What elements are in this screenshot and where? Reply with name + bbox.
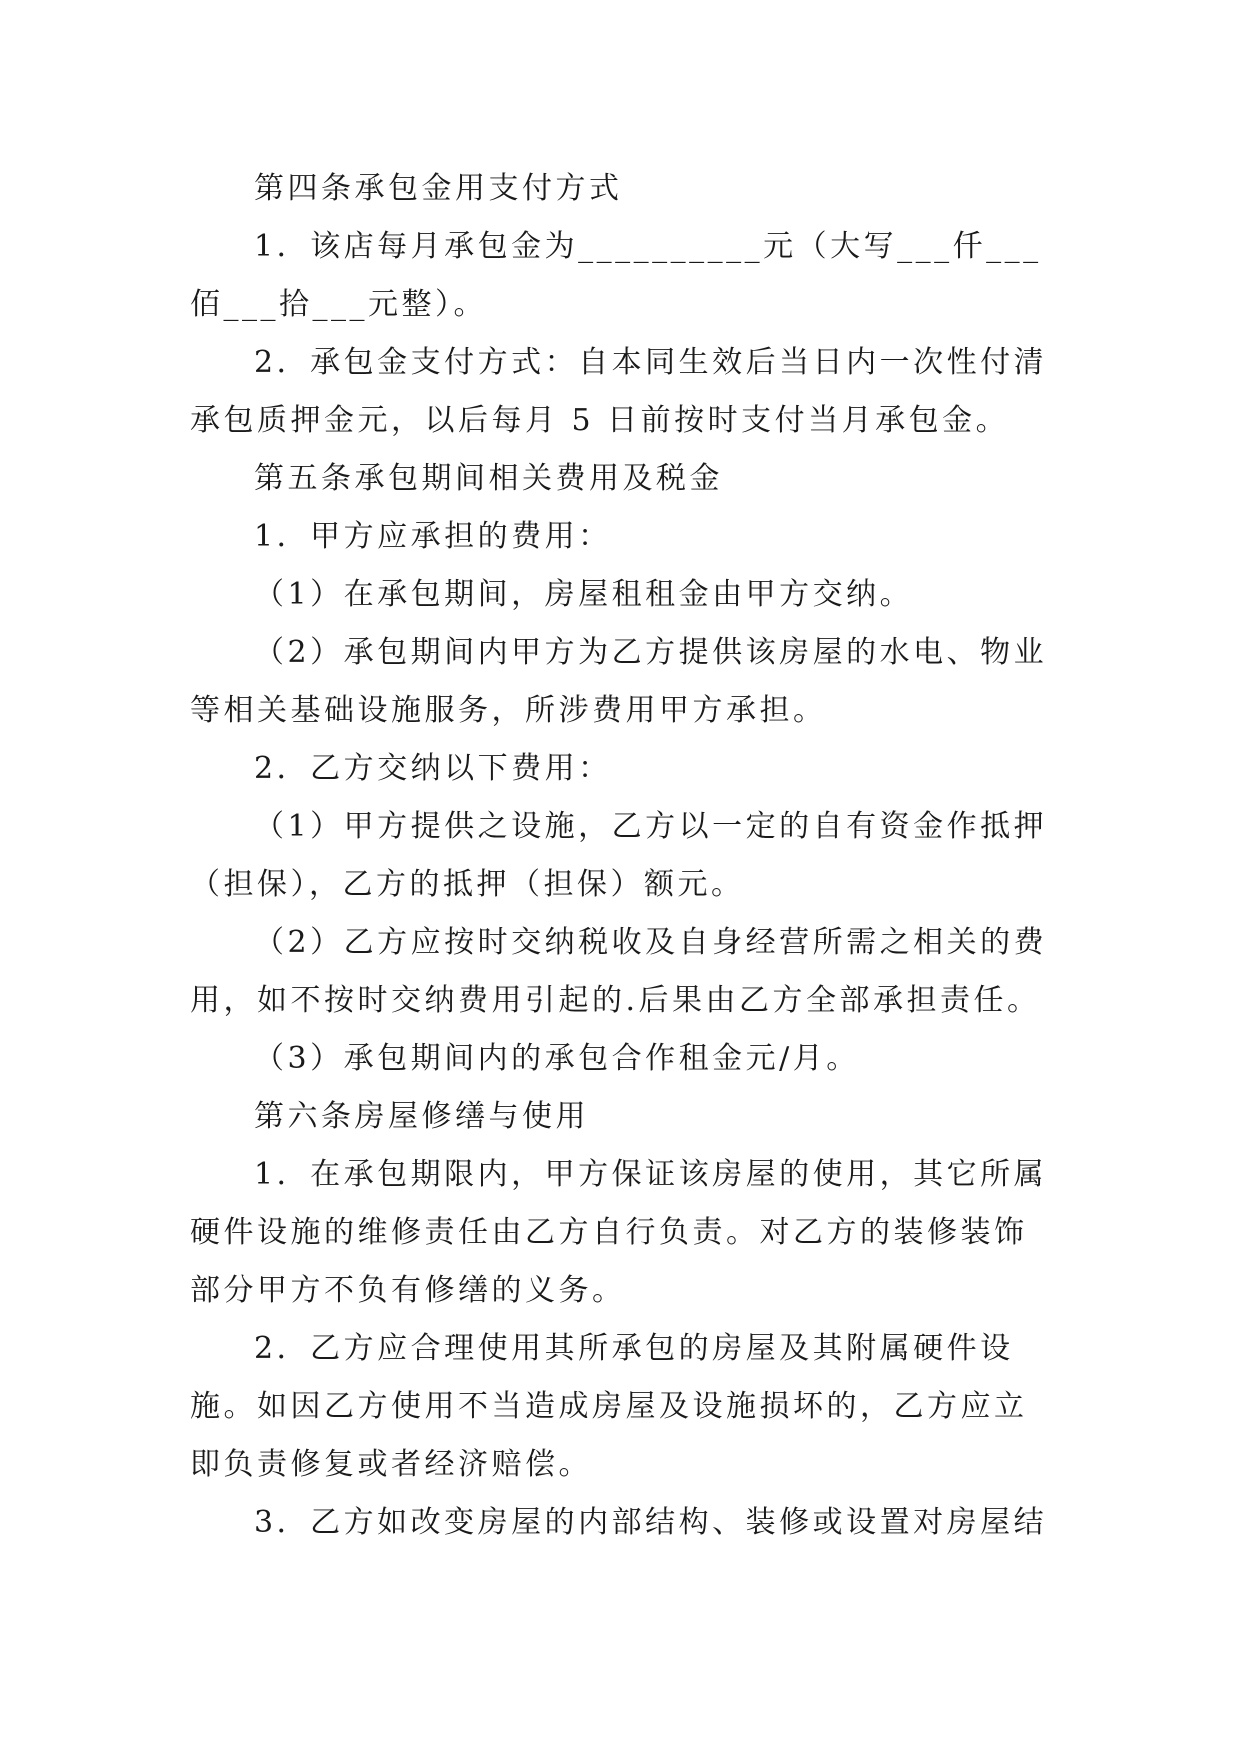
article-5-clause-2-item-1: （1）甲方提供之设施，乙方以一定的自有资金作抵押（担保），乙方的抵押（担保）额元。: [190, 809, 1048, 902]
article-5-clause-2: 2．乙方交纳以下费用：: [254, 751, 612, 786]
article-4-heading: 第四条承包金用支付方式: [254, 171, 623, 206]
article-6-clause-3: 3．乙方如改变房屋的内部结构、装修或设置对房屋结: [254, 1505, 1048, 1540]
article-5-clause-1-item-2: （2）承包期间内甲方为乙方提供该房屋的水电、物业等相关基础设施服务，所涉费用甲方承担。: [190, 635, 1048, 728]
article-4-clause-2: 2．承包金支付方式：自本同生效后当日内一次性付清承包质押金元，以后每月 5 日前按时支付当月承包金。: [190, 345, 1048, 438]
article-6-clause-2: 2．乙方应合理使用其所承包的房屋及其附属硬件设施。如因乙方使用不当造成房屋及设施损坏的，乙方应立即负责修复或者经济赔偿。: [190, 1331, 1028, 1482]
article-5-clause-2-item-3: （3）承包期间内的承包合作租金元/月。: [254, 1041, 860, 1076]
article-5-clause-1-item-1: （1）在承包期间，房屋租租金由甲方交纳。: [254, 577, 914, 612]
article-5-clause-1: 1．甲方应承担的费用：: [254, 519, 612, 554]
article-4-clause-1: 1．该店每月承包金为__________元（大写___仟___佰___拾___元整）。: [190, 229, 1042, 322]
article-6-heading: 第六条房屋修缮与使用: [254, 1099, 589, 1134]
article-5-clause-2-item-2: （2）乙方应按时交纳税收及自身经营所需之相关的费用，如不按时交纳费用引起的.后果由乙方全部承担责任。: [190, 925, 1048, 1018]
article-6-clause-1: 1．在承包期限内，甲方保证该房屋的使用，其它所属硬件设施的维修责任由乙方自行负责。对乙方的装修装饰部分甲方不负有修缮的义务。: [190, 1157, 1048, 1308]
document-body: [190, 160, 1060, 1552]
article-5-heading: 第五条承包期间相关费用及税金: [254, 461, 723, 496]
